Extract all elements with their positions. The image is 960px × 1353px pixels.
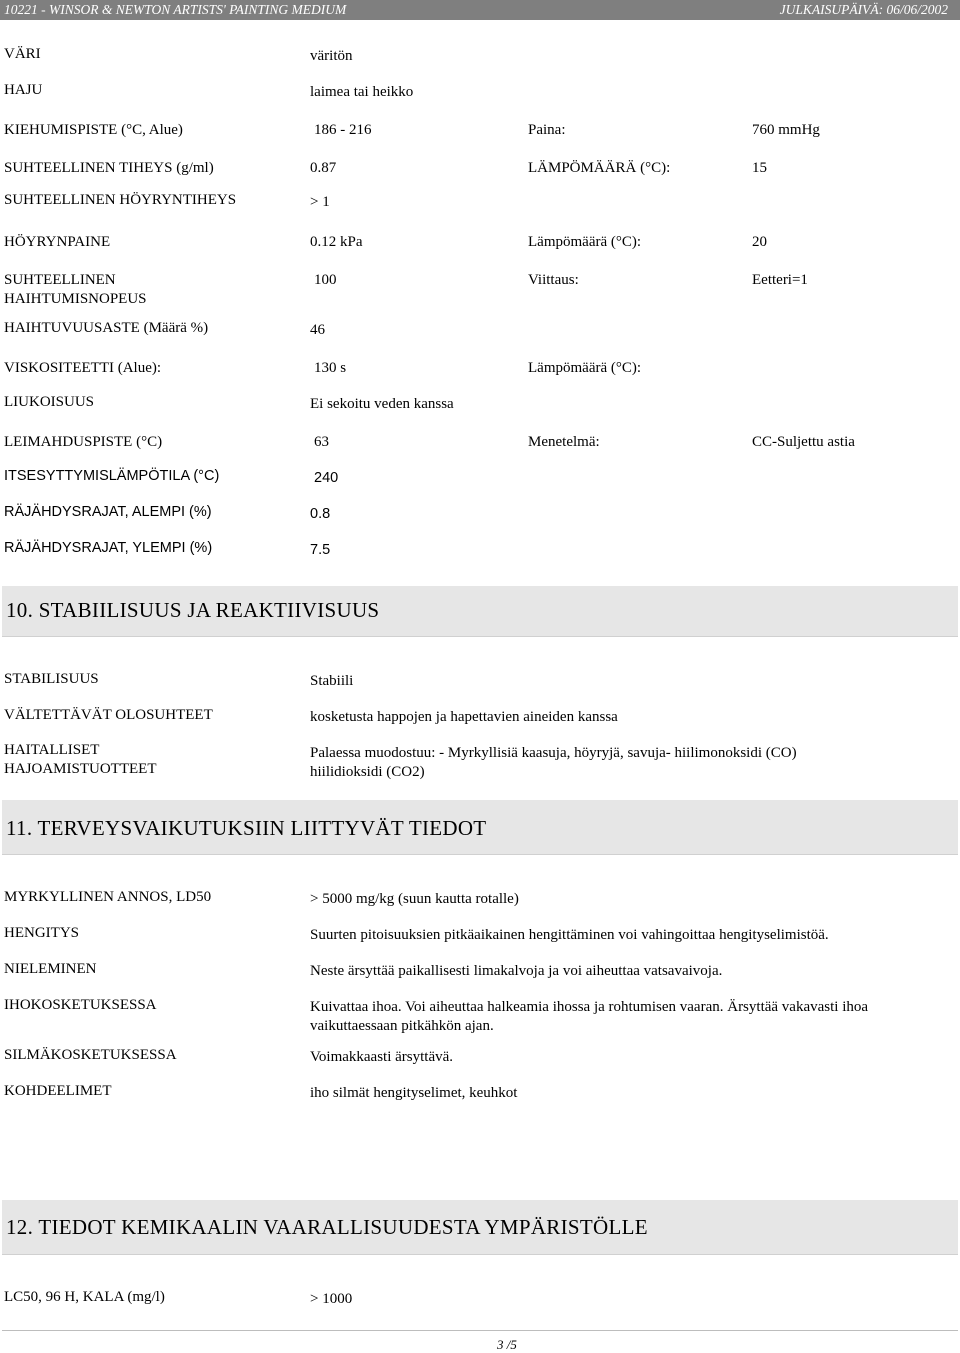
label-inhalation: HENGITYS bbox=[4, 925, 79, 941]
value-solubility: Ei sekoitu veden kanssa bbox=[310, 396, 454, 412]
section-11-header bbox=[2, 800, 958, 855]
value-method: CC-Suljettu astia bbox=[752, 434, 855, 450]
value-reference: Eetteri=1 bbox=[752, 272, 808, 288]
label-vapour-pressure: HÖYRYNPAINE bbox=[4, 234, 111, 250]
header-date: JULKAISUPÄIVÄ: 06/06/2002 bbox=[779, 2, 948, 17]
document-header bbox=[0, 0, 960, 20]
label-ld50: MYRKYLLINEN ANNOS, LD50 bbox=[4, 889, 212, 905]
value-decomposition: Palaessa muodostuu: - Myrkyllisiä kaasuja, höyryjä, savuja- hiilimonoksidi (CO) hiilidioksidi (CO2) bbox=[310, 745, 797, 780]
value-vp-temp: 20 bbox=[752, 234, 767, 250]
value-flash-point: 63 bbox=[314, 434, 329, 450]
label-viscosity: VISKOSITEETTI (Alue): bbox=[4, 360, 162, 376]
value-stability: Stabiili bbox=[310, 673, 354, 689]
value-target-organs: iho silmät hengityselimet, keuhkot bbox=[310, 1085, 518, 1101]
label-reference: Viittaus: bbox=[528, 272, 579, 288]
label-autoignition: ITSESYTTYMISLÄMPÖTILA (°C) bbox=[4, 468, 220, 484]
value-colour: väritön bbox=[310, 48, 353, 64]
value-skin-contact: Kuivattaa ihoa. Voi aiheuttaa halkeamia ihossa ja rohtumisen vaaran. Ärsyttää vakavasti ihoa vaikuttaessaan pitkähkön ajan. bbox=[310, 999, 869, 1034]
label-density: SUHTEELLINEN TIHEYS (g/ml) bbox=[4, 160, 214, 176]
label-method: Menetelmä: bbox=[528, 434, 600, 450]
value-vapour-density: > 1 bbox=[310, 194, 330, 210]
page-number: 3 /5 bbox=[497, 1337, 517, 1352]
label-colour: VÄRI bbox=[4, 46, 41, 62]
value-pressure: 760 mmHg bbox=[752, 122, 820, 138]
label-evaporation-rate: SUHTEELLINEN HAIHTUMISNOPEUS bbox=[4, 272, 147, 307]
header-product: 10221 - WINSOR & NEWTON ARTISTS' PAINTING MEDIUM bbox=[4, 2, 347, 17]
value-density: 0.87 bbox=[310, 160, 337, 176]
label-conditions-to-avoid: VÄLTETTÄVÄT OLOSUHTEET bbox=[4, 707, 213, 723]
section-10-title: 10. STABIILISUUS JA REAKTIIVISUUS bbox=[6, 598, 380, 622]
value-autoignition: 240 bbox=[314, 470, 339, 486]
value-conditions-to-avoid: kosketusta happojen ja hapettavien aineiden kanssa bbox=[310, 709, 618, 725]
label-explosion-lower: RÄJÄHDYSRAJAT, ALEMPI (%) bbox=[4, 504, 212, 520]
value-inhalation: Suurten pitoisuuksien pitkäaikainen hengittäminen voi vahingoittaa hengityselimistöä. bbox=[310, 927, 829, 943]
label-pressure: Paina: bbox=[528, 122, 566, 138]
label-volatility: HAIHTUVUUSASTE (Määrä %) bbox=[4, 320, 209, 336]
label-skin-contact: IHOKOSKETUKSESSA bbox=[4, 997, 157, 1013]
label-solubility: LIUKOISUUS bbox=[4, 394, 94, 410]
value-evaporation-rate: 100 bbox=[314, 272, 337, 288]
label-ingestion: NIELEMINEN bbox=[4, 961, 97, 977]
value-explosion-lower: 0.8 bbox=[310, 506, 331, 522]
value-explosion-upper: 7.5 bbox=[310, 542, 331, 558]
label-eye-contact: SILMÄKOSKETUKSESSA bbox=[4, 1047, 177, 1063]
value-vapour-pressure: 0.12 kPa bbox=[310, 234, 363, 250]
label-lc50: LC50, 96 H, KALA (mg/l) bbox=[4, 1289, 165, 1305]
label-vp-temp: Lämpömäärä (°C): bbox=[528, 234, 642, 250]
value-density-temp: 15 bbox=[752, 160, 767, 176]
label-density-temp: LÄMPÖMÄÄRÄ (°C): bbox=[528, 160, 671, 176]
label-explosion-upper: RÄJÄHDYSRAJAT, YLEMPI (%) bbox=[4, 540, 213, 556]
label-decomposition: HAITALLISET HAJOAMISTUOTTEET bbox=[4, 742, 157, 777]
value-ld50: > 5000 mg/kg (suun kautta rotalle) bbox=[310, 891, 519, 907]
section-12-title: 12. TIEDOT KEMIKAALIN VAARALLISUUDESTA YMPÄRISTÖLLE bbox=[6, 1215, 648, 1239]
value-eye-contact: Voimakkaasti ärsyttävä. bbox=[310, 1049, 454, 1065]
section-12-header bbox=[2, 1200, 958, 1255]
value-odour: laimea tai heikko bbox=[310, 84, 414, 100]
value-boiling-point: 186 - 216 bbox=[314, 122, 372, 138]
label-flash-point: LEIMAHDUSPISTE (°C) bbox=[4, 434, 163, 450]
footer-divider bbox=[2, 1330, 958, 1331]
label-vapour-density: SUHTEELLINEN HÖYRYNTIHEYS bbox=[4, 192, 237, 208]
label-target-organs: KOHDEELIMET bbox=[4, 1083, 112, 1099]
section-10-header bbox=[2, 586, 958, 637]
value-volatility: 46 bbox=[310, 322, 325, 338]
value-ingestion: Neste ärsyttää paikallisesti limakalvoja ja voi aiheuttaa vatsavaivoja. bbox=[310, 963, 723, 979]
label-stability: STABILISUUS bbox=[4, 671, 99, 687]
value-lc50: > 1000 bbox=[310, 1291, 353, 1307]
label-boiling-point: KIEHUMISPISTE (°C, Alue) bbox=[4, 122, 183, 138]
label-viscosity-temp: Lämpömäärä (°C): bbox=[528, 360, 642, 376]
section-11-title: 11. TERVEYSVAIKUTUKSIIN LIITTYVÄT TIEDOT bbox=[6, 816, 487, 840]
value-viscosity: 130 s bbox=[314, 360, 347, 376]
label-odour: HAJU bbox=[4, 82, 43, 98]
